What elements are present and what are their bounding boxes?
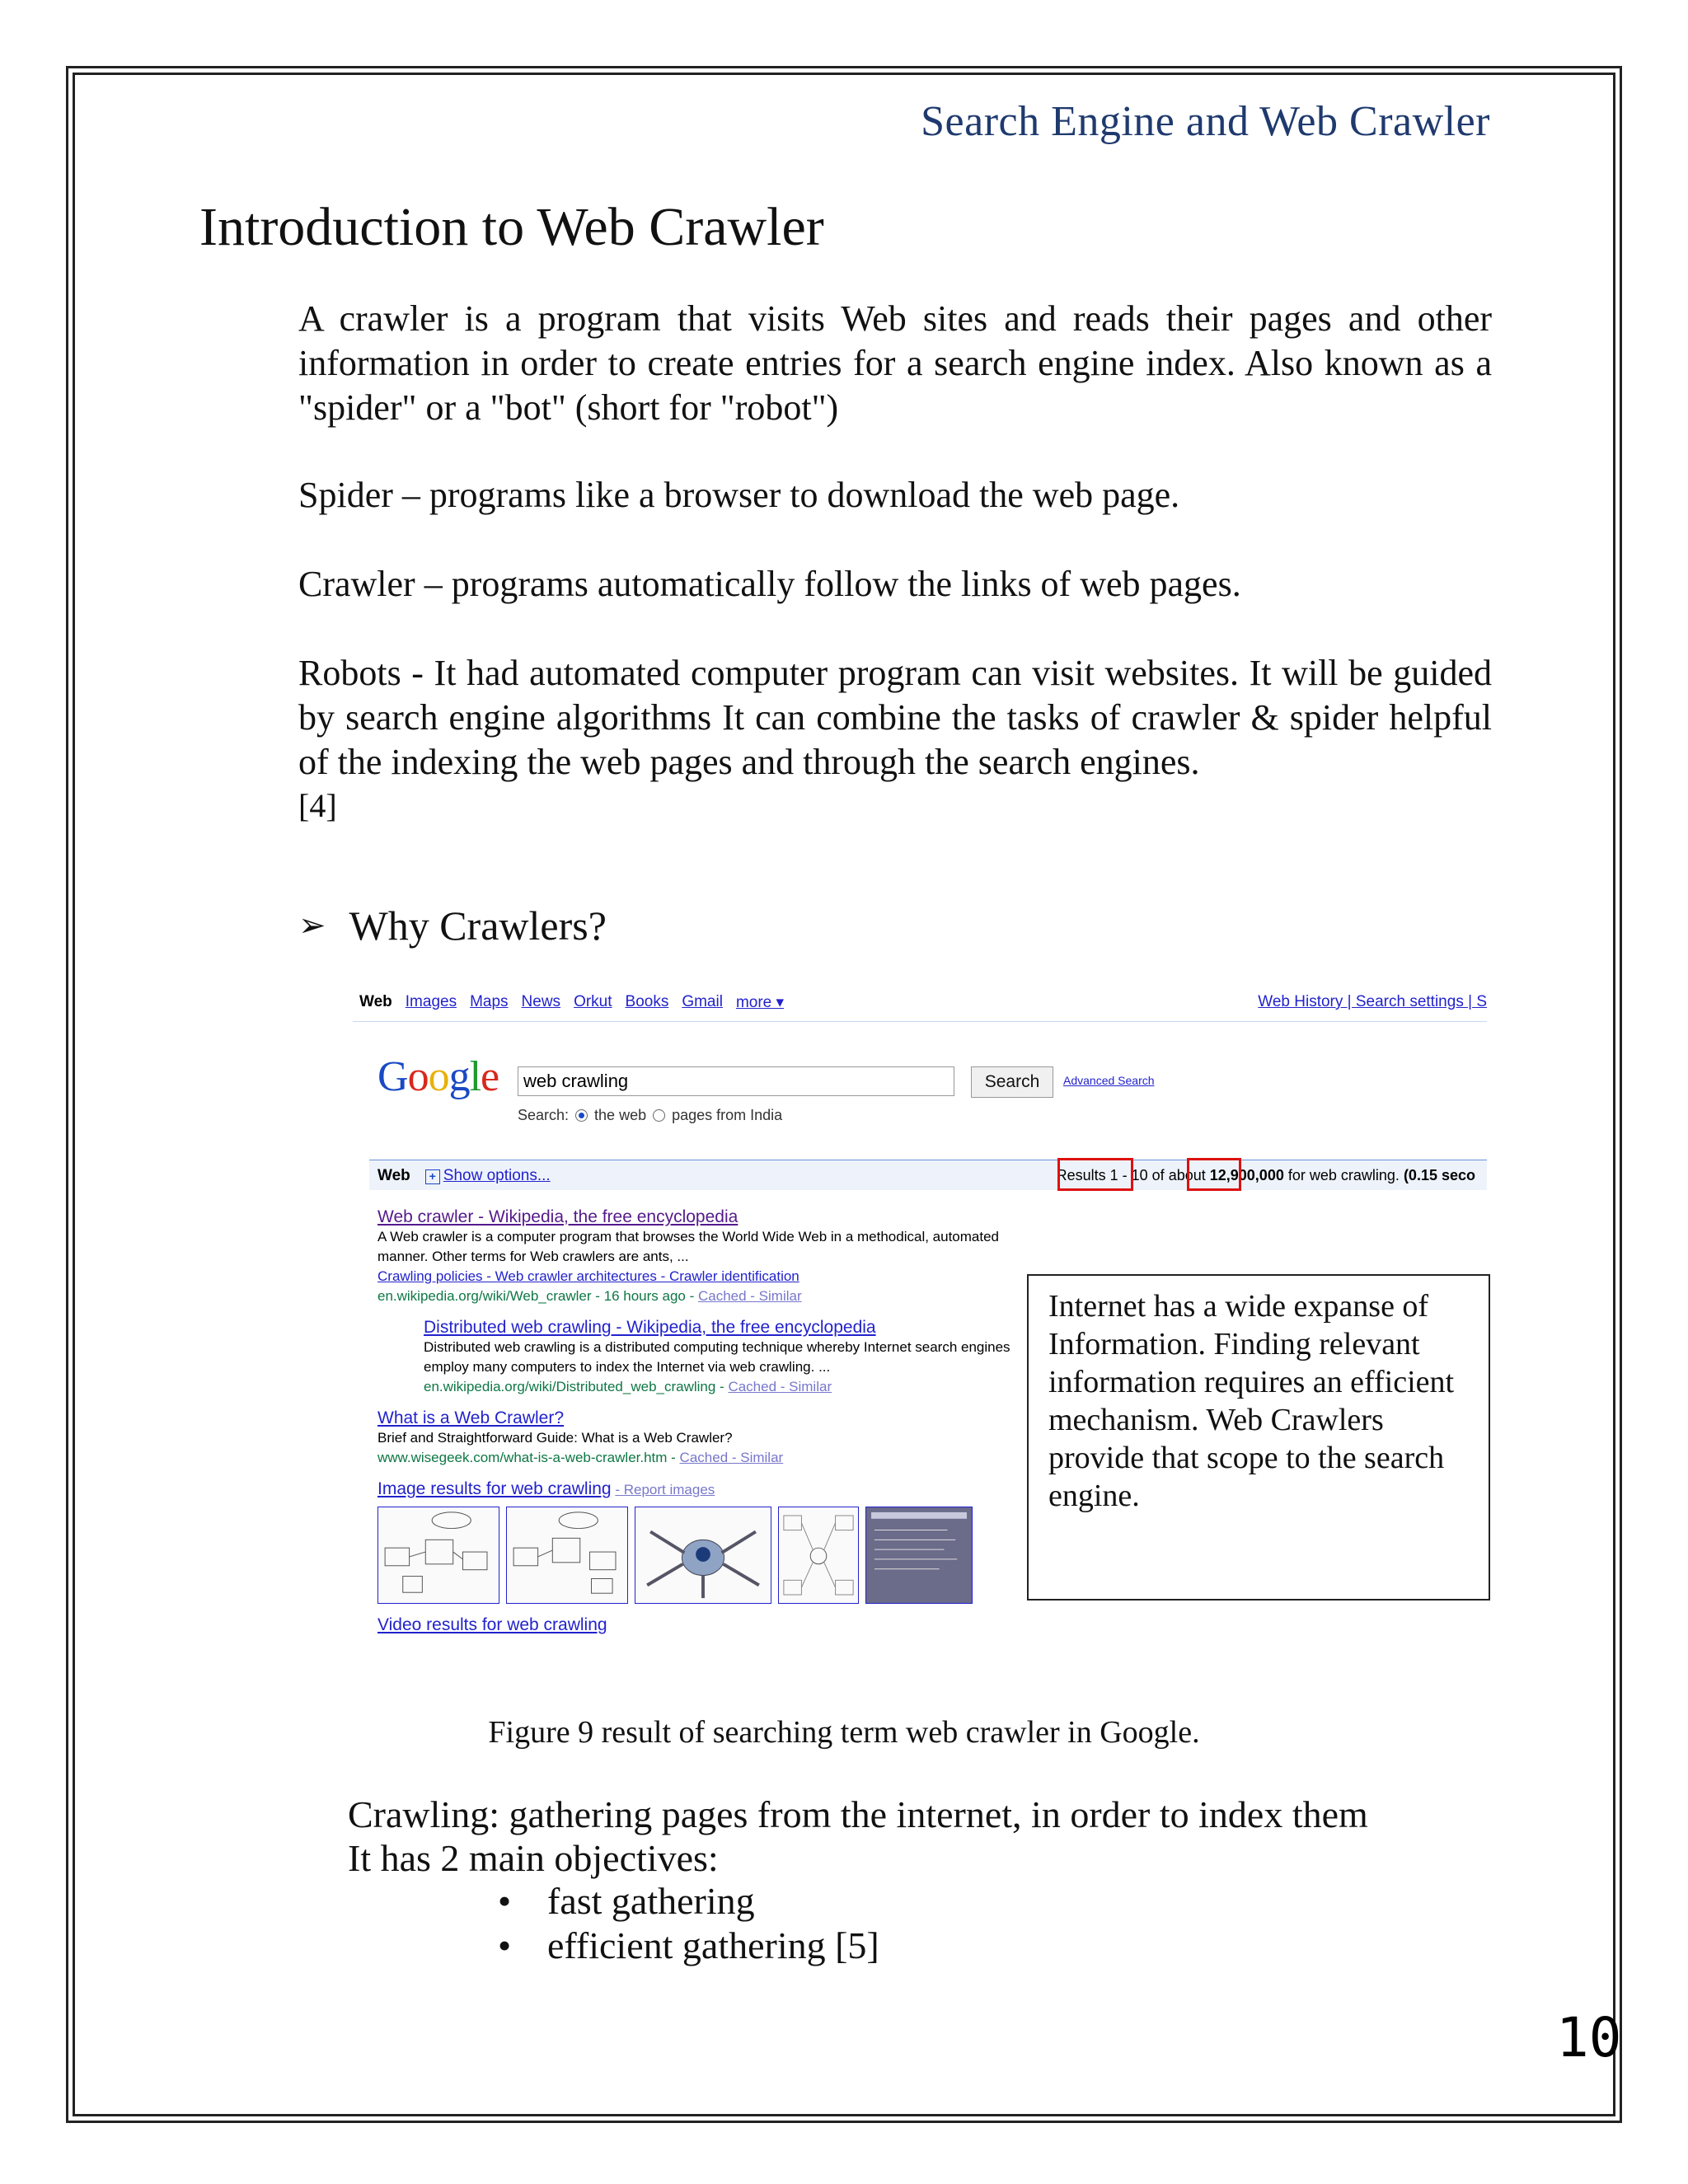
report-images-link[interactable]: - Report images [615, 1482, 715, 1497]
objectives-intro: It has 2 main objectives: [348, 1837, 719, 1879]
results-web-label: Web [377, 1167, 410, 1184]
result-url: www.wisegeek.com/what-is-a-web-crawler.htm - [377, 1450, 680, 1465]
bullet-dot-icon: • [498, 1924, 512, 1966]
result-item [377, 1207, 1053, 1306]
crawling-definition: Crawling: gathering pages from the internet, in order to index them [348, 1793, 1368, 1835]
nav-divider [353, 1021, 1487, 1022]
objective-item: • fast gathering [498, 1880, 755, 1922]
paragraph-crawler: Crawler – programs automatically follow the links of web pages. [298, 564, 1241, 604]
result-item [377, 1408, 1053, 1468]
result-cache-links[interactable]: Cached - Similar [697, 1288, 802, 1304]
paragraph-spider: Spider – programs like a browser to download the web page. [298, 475, 1180, 515]
video-results-link[interactable]: Video results for web crawling [377, 1615, 607, 1634]
image-thumbnail[interactable] [865, 1507, 973, 1604]
result-snippet: A Web crawler is a computer program that browses the World Wide Web in a methodical, automated manner. Other terms for Web crawlers are ants, ... [377, 1229, 1000, 1264]
image-results-link[interactable]: Image results for web crawling [377, 1479, 612, 1498]
result-cache-links[interactable]: Cached - Similar [679, 1450, 784, 1465]
results-bar-left [377, 1167, 551, 1185]
radio-the-web[interactable] [575, 1109, 588, 1122]
page-number: 10 [1556, 2006, 1622, 2069]
nav-right-links[interactable]: Web History | Search settings | S [1258, 993, 1487, 1010]
search-scope [518, 1107, 782, 1124]
search-input[interactable]: web crawling [518, 1066, 954, 1096]
result-url: en.wikipedia.org/wiki/Web_crawler - 16 hours ago - [377, 1288, 698, 1304]
bullet-dot-icon: • [498, 1880, 512, 1922]
image-thumbnail[interactable] [506, 1507, 628, 1604]
plus-icon[interactable]: + [425, 1169, 440, 1184]
search-label: Search: [518, 1107, 570, 1123]
image-thumbnails [377, 1507, 1053, 1604]
paragraph-robots: Robots - It had automated computer program can visit websites. It will be guided by search engine algorithms It can combine the tasks of crawler & spider helpful of the indexing the web pages and through the search engines. [298, 653, 1492, 782]
nav-maps[interactable]: Maps [470, 993, 509, 1010]
image-thumbnail[interactable] [778, 1507, 859, 1604]
citation: [4] [298, 787, 337, 824]
arrow-bullet-icon: ➢ [298, 907, 326, 944]
advanced-search-link[interactable]: Advanced Search [1063, 1074, 1155, 1087]
result-title[interactable]: Distributed web crawling - Wikipedia, the free encyclopedia [424, 1318, 876, 1337]
radio-the-web-label: the web [594, 1107, 647, 1123]
callout-box: Internet has a wide expanse of Information. Finding relevant information requires an efficient mechanism. Web Crawlers provide that scope to the search engine. [1027, 1274, 1490, 1601]
result-url: en.wikipedia.org/wiki/Distributed_web_crawling - [424, 1379, 729, 1394]
radio-pages-india[interactable] [653, 1109, 665, 1122]
image-thumbnail[interactable] [377, 1507, 499, 1604]
why-crawlers-bullet [298, 902, 607, 949]
results-time: (0.15 seco [1403, 1167, 1475, 1183]
result-title[interactable]: What is a Web Crawler? [377, 1408, 565, 1427]
result-snippet: Brief and Straightforward Guide: What is a Web Crawler? [377, 1430, 733, 1446]
nav-images[interactable]: Images [405, 993, 457, 1010]
results-stats: Results 1 - 10 of about 12,900,000 for web crawling. (0.15 seco [1056, 1167, 1475, 1183]
result-snippet: Distributed web crawling is a distributed computing technique whereby Internet search engines employ many computers to index the Internet via web crawling. ... [424, 1339, 1010, 1375]
search-button[interactable]: Search [971, 1066, 1053, 1098]
nav-orkut[interactable]: Orkut [574, 993, 612, 1010]
objective-item: • efficient gathering [5] [498, 1924, 879, 1966]
figure-caption: Figure 9 result of searching term web crawler in Google. [488, 1715, 1200, 1750]
result-item [424, 1318, 1053, 1397]
nav-web[interactable]: Web [359, 993, 392, 1010]
google-nav [359, 993, 784, 1012]
highlight-result-time [1187, 1158, 1241, 1191]
nav-books[interactable]: Books [625, 993, 669, 1010]
image-thumbnail[interactable] [635, 1507, 771, 1604]
result-list [377, 1207, 1053, 1635]
result-title[interactable]: Web crawler - Wikipedia, the free encyclopedia [377, 1207, 738, 1226]
nav-news[interactable]: News [521, 993, 561, 1010]
result-sitelinks[interactable]: Crawling policies - Web crawler architectures - Crawler identification [377, 1268, 799, 1284]
running-header: Search Engine and Web Crawler [921, 98, 1490, 145]
google-logo[interactable]: Google [377, 1053, 499, 1100]
results-bar [369, 1160, 1487, 1190]
radio-pages-india-label: pages from India [672, 1107, 783, 1123]
results-count: 12,900,000 [1209, 1167, 1284, 1183]
why-crawlers-heading: Why Crawlers? [349, 902, 607, 949]
result-cache-links[interactable]: Cached - Similar [728, 1379, 832, 1394]
nav-more[interactable]: more ▾ [735, 994, 785, 1011]
section-title: Introduction to Web Crawler [199, 197, 824, 257]
paragraph-crawler-definition: A crawler is a program that visits Web sites and reads their pages and other information in order to create entries for a search engine index. Also known as a "spider" or a "bot" (short for "robot") [298, 298, 1492, 428]
highlight-result-count [1057, 1158, 1133, 1191]
nav-gmail[interactable]: Gmail [682, 993, 723, 1010]
show-options-link[interactable]: Show options... [443, 1167, 551, 1184]
